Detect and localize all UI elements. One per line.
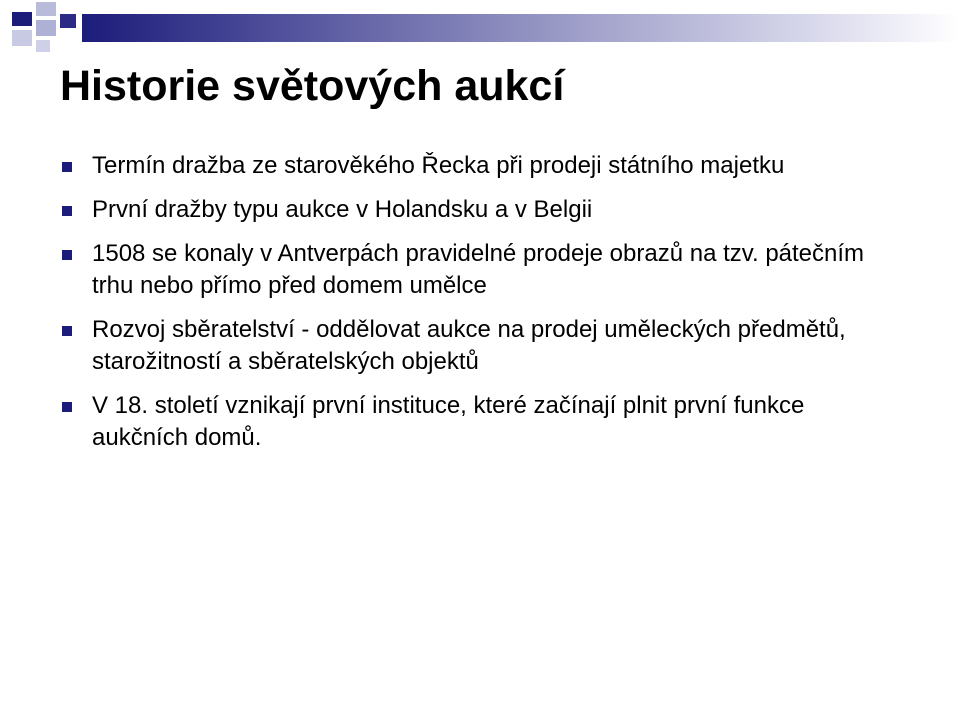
bullet-text: Termín dražba ze starověkého Řecka při prodeji státního majetku [92,152,785,179]
slide-title: Historie světových aukcí [60,62,565,110]
square-bullet-icon [62,326,72,336]
square-bullet-icon [62,250,72,260]
square-bullet-icon [62,402,72,412]
bullet-item [60,150,880,182]
bullet-text: Rozvoj sběratelství - oddělovat aukce na prodej uměleckých předmětů, starožitností a sběratelských objektů [92,316,846,375]
bullet-text: 1508 se konaly v Antverpách pravidelné prodeje obrazů na tzv. pátečním trhu nebo přímo před domem umělce [92,240,865,299]
decorative-square [12,30,32,46]
decorative-square [60,14,76,28]
square-bullet-icon [62,206,72,216]
bullet-item [60,238,880,302]
square-bullet-icon [62,162,72,172]
bullet-list [60,150,880,466]
bullet-item [60,194,880,226]
decorative-square [36,2,56,16]
bullet-item [60,314,880,378]
bullet-item [60,390,880,454]
decorative-square [36,20,56,36]
decorative-square [12,12,32,26]
bullet-text: První dražby typu aukce v Holandsku a v Belgii [92,196,593,223]
decorative-square [36,40,50,52]
header-gradient-bar [82,14,960,42]
bullet-text: V 18. století vznikají první instituce, které začínají plnit první funkce aukčních domů. [92,392,805,451]
